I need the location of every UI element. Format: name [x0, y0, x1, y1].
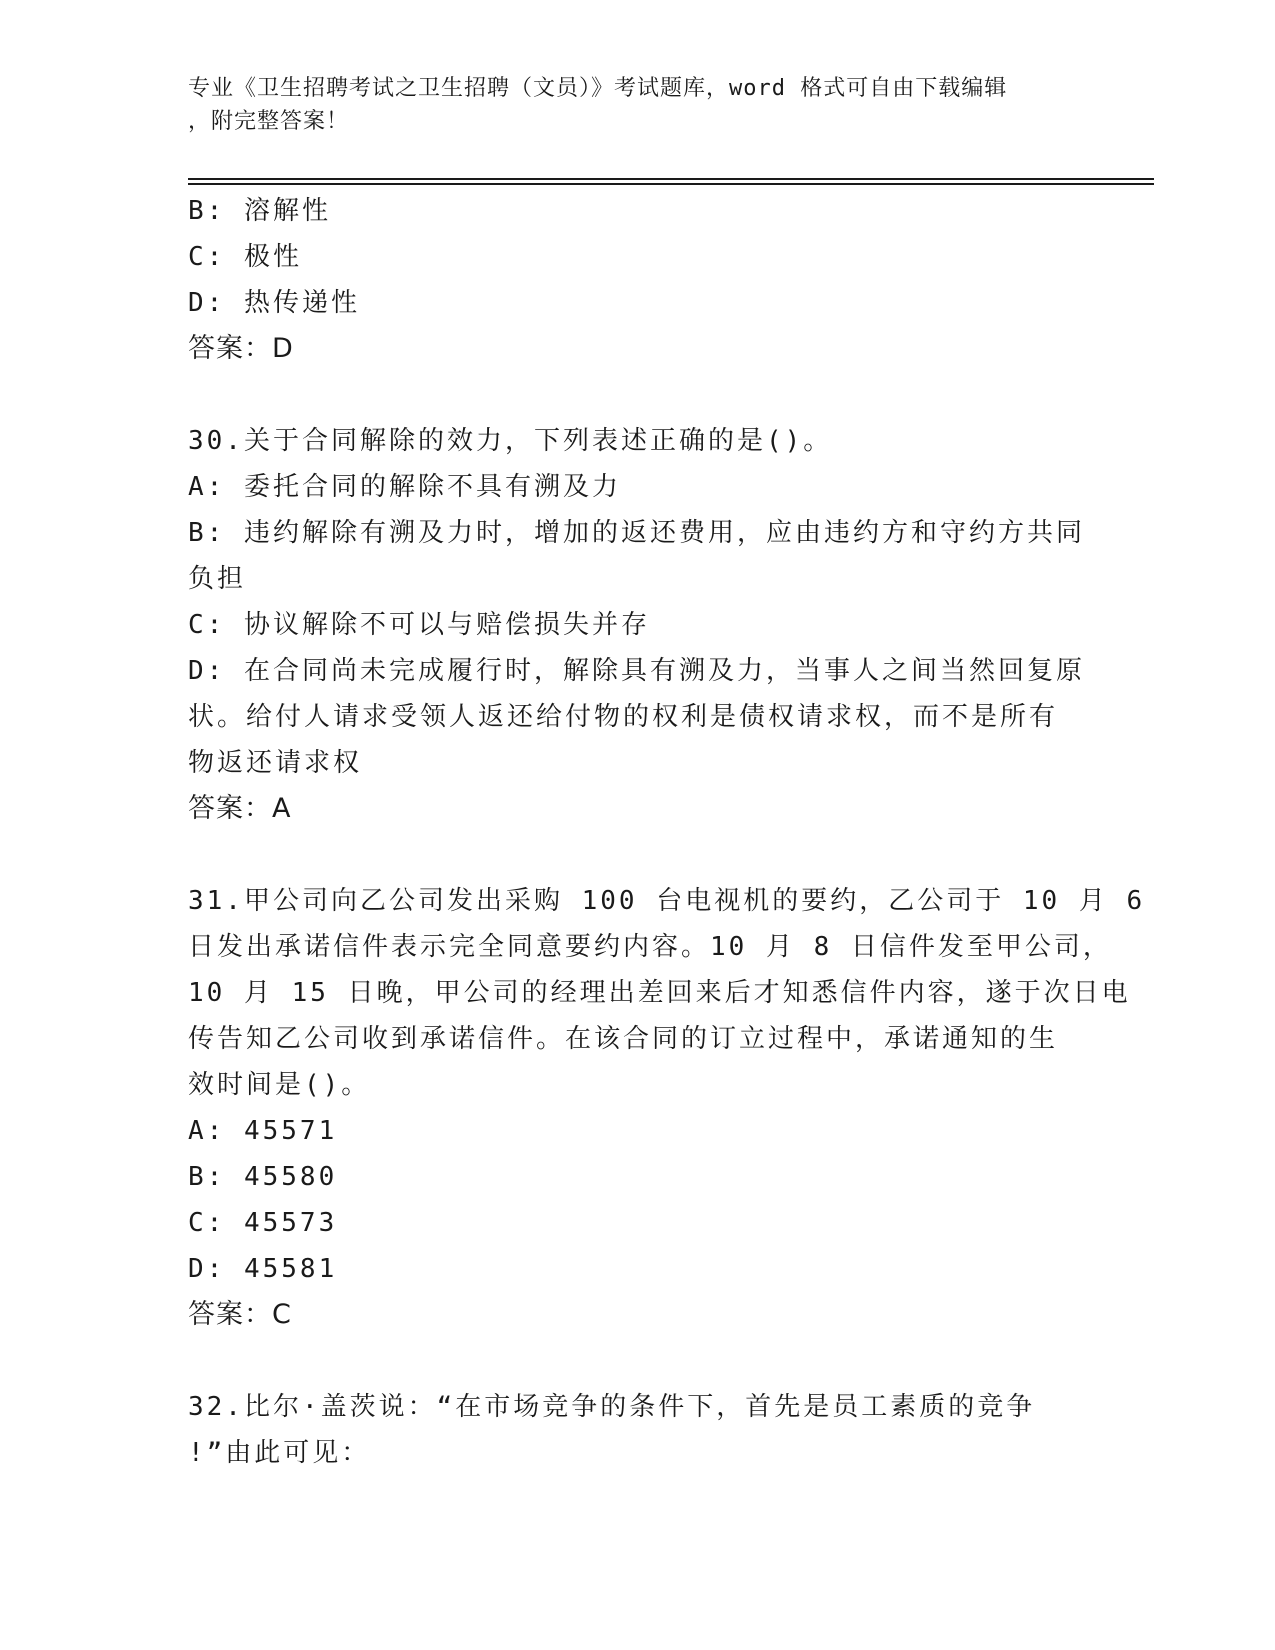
question-stem-continued-3: 传告知乙公司收到承诺信件。在该合同的订立过程中，承诺通知的生: [188, 1024, 1059, 1054]
question-31: [188, 878, 1146, 1338]
question-32: [188, 1384, 1088, 1476]
question-stem-continued: !”由此可见：: [188, 1438, 371, 1468]
document-body: [188, 188, 1146, 1476]
option-b-continued: 负担: [188, 564, 247, 594]
option-d-continued: 状。给付人请求受领人返还给付物的权利是债权请求权，而不是所有: [188, 702, 1059, 732]
option-b: B: 45580: [188, 1162, 338, 1192]
option-d: D: 在合同尚未完成履行时，解除具有溯及力，当事人之间当然回复原: [188, 656, 1085, 686]
spacer: [188, 372, 1088, 418]
option-b: B: 溶解性: [188, 196, 331, 226]
option-d-continued-2: 物返还请求权: [188, 748, 363, 778]
answer: 答案：D: [188, 333, 294, 364]
spacer: [188, 1338, 1088, 1384]
option-c: C: 协议解除不可以与赔偿损失并存: [188, 610, 650, 640]
header-line-1: 专业《卫生招聘考试之卫生招聘（文员）》考试题库，word 格式可自由下载编辑: [188, 76, 1008, 101]
question-29-remainder: [188, 188, 1088, 372]
question-stem-continued: 日发出承诺信件表示完全同意要约内容。10 月 8 日信件发至甲公司，: [188, 932, 1112, 962]
question-stem: 30.关于合同解除的效力，下列表述正确的是()。: [188, 426, 833, 456]
option-d: D: 45581: [188, 1254, 338, 1284]
option-a: A: 45571: [188, 1116, 338, 1146]
header-divider-top: [188, 178, 1154, 180]
question-stem-continued-2: 10 月 15 日晚，甲公司的经理出差回来后才知悉信件内容，遂于次日电: [188, 978, 1131, 1008]
spacer: [188, 832, 1088, 878]
option-d: D: 热传递性: [188, 288, 360, 318]
question-stem: 31.甲公司向乙公司发出采购 100 台电视机的要约，乙公司于 10 月 6: [188, 886, 1146, 916]
answer: 答案：A: [188, 793, 292, 824]
question-stem-continued-4: 效时间是()。: [188, 1070, 371, 1100]
question-stem: 32.比尔·盖茨说：“在市场竞争的条件下，首先是员工素质的竞争: [188, 1392, 1036, 1422]
option-c: C: 45573: [188, 1208, 338, 1238]
option-a: A: 委托合同的解除不具有溯及力: [188, 472, 621, 502]
header-line-2: ，附完整答案！: [188, 109, 350, 134]
question-30: [188, 418, 1088, 832]
option-c: C: 极性: [188, 242, 302, 272]
option-b: B: 违约解除有溯及力时，增加的返还费用，应由违约方和守约方共同: [188, 518, 1085, 548]
answer: 答案：C: [188, 1299, 292, 1330]
document-header: [188, 72, 1088, 138]
header-divider-bottom: [188, 183, 1154, 185]
